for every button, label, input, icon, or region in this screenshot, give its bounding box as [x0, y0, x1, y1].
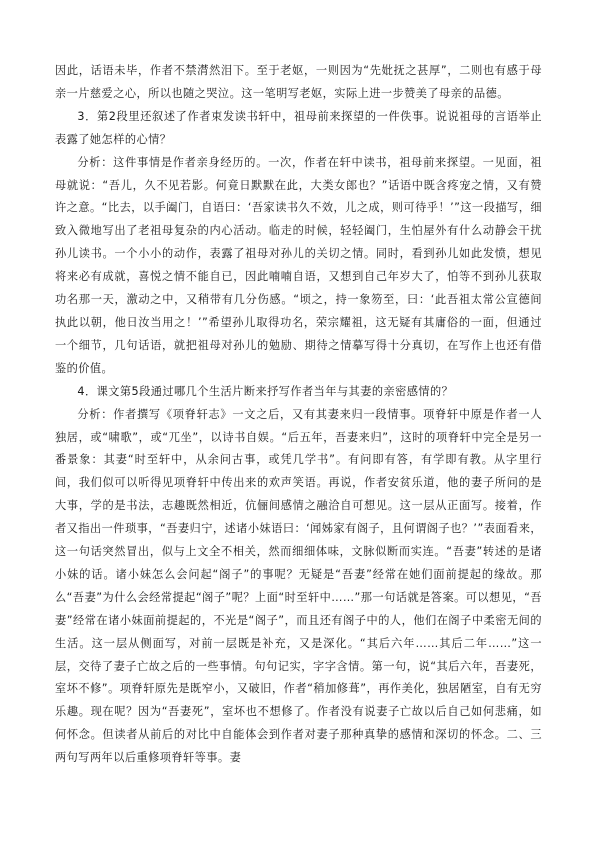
analysis-4: 分析：作者撰写《项脊轩志》一文之后，又有其妻来归一段情事。项脊轩中原是作者一人独居，或“啸歌”，或“兀坐”，以诗书自娱。“后五年，吾妻来归”，这时的项脊轩中完全是另一番景象：其妻“时至轩中，从余问古事，或凭几学书”。有问即有答，有学即有教。从字里行间，我们似可以听得见项脊轩中传出来的欢声笑语。再说，作者安贫乐道，他的妻子所问的是大事，学的是书法，志趣既然相近，伉俪间感情之融洽自可想见。这一层从正面写。接着，作者又指出一件琐事，“吾妻归宁，述诸小妹语曰：‘闻姊家有阁子，且何谓阁子也？’”表面看来，这一句话突然冒出，似与上文全不相关，然而细细体味，文脉似断而实连。“吾妻”转述的是诸小妹的话。诸小妹怎么会问起“阁子”的事呢？无疑是“吾妻”经常在她们面前提起的缘故。那么“吾妻”为什么会经常提起“阁子”呢？上面“时至轩中……”那一句话就是答案。可以想见，“吾妻”经常在诸小妹面前提起的，不光是“阁子”，而且还有阁子中的人，他们在阁子中柔密无间的生活。这一层从侧面写，对前一层既是补充，又是深化。“其后六年……其后二年……”这一层，交待了妻子亡故之后的一些事情。句句记实，字字含情。第一句，说“其后六年，吾妻死，室坏不修”。项脊轩原先是既窄小，又破旧，作者“稍加修葺”，再作美化，独居陋室，自有无穷乐趣。现在呢？因为“吾妻死”，室坏也不想修了。作者没有说妻子亡故以后自己如何悲痛，如何怀念。但读者从前后的对比中自能体会到作者对妻子那种真挚的感情和深切的怀念。二、三两句写两年以后重修项脊轩等事。妻 — [55, 407, 542, 765]
paragraph-mother-summary: 因此，话语未毕，作者不禁潸然泪下。至于老妪，一则因为“先妣抚之甚厚”，二则也有感于母亲一片慈爱之心，所以也随之哭泣。这一笔明写老妪，实际上进一步赞美了母亲的品德。 — [55, 64, 542, 100]
question-4: 4．课文第5段通过哪几个生活片断来抒写作者当年与其妻的亲密感情的？ — [77, 384, 454, 398]
analysis-3: 分析：这件事情是作者亲身经历的。一次，作者在轩中读书，祖母前来探望。一见面，祖母就说：“吾儿，久不见若影。何竟日默默在此，大类女郎也？”话语中既含疼宠之情，又有赞许之意。“比去，以手阖门，自语曰：‘吾家读书久不效，儿之成，则可待乎！’”这一段描写，细致入微地写出了老祖母复杂的内心活动。临走的时候，轻轻阖门，生怕屋外有什么动静会干扰孙儿读书。一个小小的动作，表露了祖母对孙儿的关切之情。同时，看到孙儿如此发愤，想见将来必有成就，喜悦之情不能自已，因此喃喃自语，又想到自己年岁大了，怕等不到孙儿获取功名那一天，激动之中，又稍带有几分伤感。“顷之，持一象笏至，曰：‘此吾祖太常公宣德间执此以朝，他日汝当用之！’”希望孙儿取得功名，荣宗耀祖，这无疑有其庸俗的一面，但通过一个细节，几句话语，就把祖母对孙儿的勉励、期待之情摹写得十分真切，在写作上也还有借鉴的价值。 — [55, 155, 542, 375]
document-page — [55, 60, 542, 770]
question-3: 3．第2段里还叙述了作者束发读书轩中，祖母前来探望的一件佚事。说说祖母的言语举止表露了她怎样的心情？ — [55, 109, 542, 146]
